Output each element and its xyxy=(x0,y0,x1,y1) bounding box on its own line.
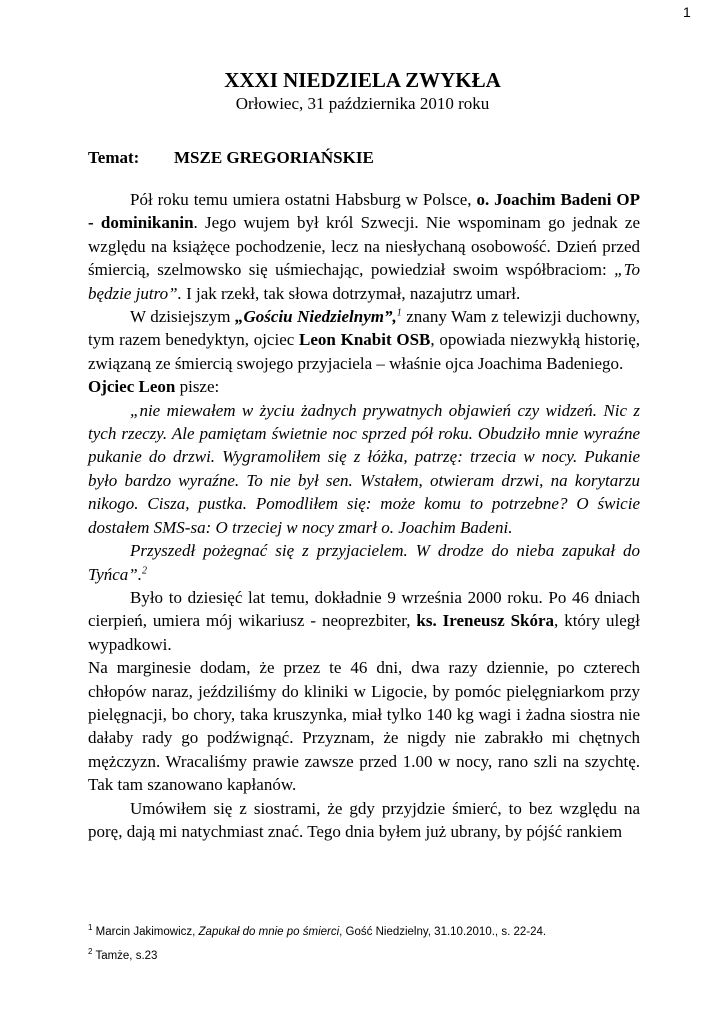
p3-text: pisze: xyxy=(175,377,220,397)
footnote-ref-1[interactable]: 1 xyxy=(396,307,402,319)
footnote-1-pre: Marcin Jakimowicz, xyxy=(92,926,199,938)
footnote-1 xyxy=(88,923,547,950)
p3-name: Ojciec Leon xyxy=(88,377,176,397)
paragraph-5: Na marginesie dodam, że przez te 46 dni, dwa razy dziennie, po czterech chłopów naraz, jeździliśmy do kliniki w Ligocie, by pomóc pielęgniarkom przy pielęgnacji, bo chory, taka kruszynka, miał tylko 140 kg wagi i żadna siostra nie dałaby rady go podźwignąć. Przyznam, że nigdy nie zabrakło mi chętnych mężczyzn. Wracaliśmy prawie zawsze przed 1.00 w nocy, rano szli na szychtę. Tak tam szanowano kapłanów. xyxy=(88,658,640,795)
p4-text-c: , który uległ wypadkowi. xyxy=(88,611,640,654)
footnote-1-title: Zapukał do mnie po śmierci xyxy=(198,926,340,938)
p4-text-a: Było to dziesięć lat temu, dokładnie 9 września 2000 roku. Po 46 dniach cierpień, umiera mój wikariusz - neoprezbiter, xyxy=(88,587,640,631)
footnotes xyxy=(88,923,547,974)
page-number: 1 xyxy=(683,4,691,20)
p2-text-e: , opowiada niezwykłą historię, związaną ze śmiercią swojego przyjaciela – właśnie ojca Joachima Badeniego. xyxy=(88,330,640,373)
p4-name-skora: ks. Ireneusz Skóra xyxy=(416,611,555,631)
topic-label: Temat: xyxy=(88,148,140,167)
p2-text-c: znany Wam z telewizji duchowny, tym razem benedyktyn, ojciec xyxy=(88,307,641,350)
topic-line xyxy=(88,148,374,168)
quote2-text: Przyszedł pożegnać się z przyjacielem. W drodze do nieba zapukał do Tyńca”. xyxy=(88,541,640,584)
p2-name-knabit: Leon Knabit OSB xyxy=(299,330,431,350)
quote-paragraph-2 xyxy=(88,539,640,586)
p1-name-badeni: o. Joachim Badeni OP - dominikanin xyxy=(88,190,641,233)
p1-text-e: I jak rzekł, tak słowa dotrzymał, nazajutrz umarł. xyxy=(181,283,521,303)
p2-text-a: W dzisiejszym xyxy=(130,307,235,327)
footnote-1-post: , Gość Niedzielny, 31.10.2010., s. 22-24. xyxy=(339,926,547,938)
p1-text-c: . Jego wujem był król Szwecji. Nie wspominam go jednak ze względu na książęce pochodzenie, lecz na niesłychaną osobowość. Dzień przed śmiercią, szelmowsko się uśmiechając, powiedział swoim współbraciom: xyxy=(88,213,640,280)
p2-magazine: „Gościu Niedzielnym”, xyxy=(235,307,397,327)
quote-paragraph-1: „nie miewałem w życiu żadnych prywatnych objawień czy widzeń. Nic z tych rzeczy. Ale pamiętam świetnie noc sprzed pół roku. Obudziło mnie wyraźne pukanie do drzwi. Wygramoliłem się z łóżka, patrzę: trzecia w nocy. Pukanie było bardzo wyraźne. To nie był sen. Wstałem, otwieram drzwi, na korytarzu nikogo. Cisza, pustka. Pomodliłem się: może komu to potrzebne? O świcie dostałem SMS-sa: O trzeciej w nocy zmarł o. Joachim Badeni. xyxy=(88,400,640,537)
document-subtitle: Orłowiec, 31 października 2010 roku xyxy=(235,94,490,113)
footnote-2 xyxy=(88,947,546,974)
footnote-2-text: Tamże, s.23 xyxy=(92,950,158,962)
paragraph-3 xyxy=(88,375,640,398)
paragraph-1 xyxy=(88,188,640,305)
paragraph-6: Umówiłem się z siostrami, że gdy przyjdzie śmierć, to bez względu na porę, dają mi natychmiast znać. Tego dnia byłem już ubrany, by pójść rankiem xyxy=(88,798,640,841)
p1-quote: „To będzie jutro”. xyxy=(88,260,640,303)
footnote-1-number: 1 xyxy=(88,923,93,933)
paragraph-4 xyxy=(88,586,640,656)
footnote-ref-2[interactable]: 2 xyxy=(142,564,147,576)
p1-text-a: Pół roku temu umiera ostatni Habsburg w Polsce, xyxy=(130,190,477,209)
footnote-2-number: 2 xyxy=(88,947,93,957)
document-title: XXXI NIEDZIELA ZWYKŁA xyxy=(224,68,501,92)
document-body xyxy=(88,188,640,843)
topic-value: MSZE GREGORIAŃSKIE xyxy=(174,148,374,167)
paragraph-2 xyxy=(88,305,640,375)
